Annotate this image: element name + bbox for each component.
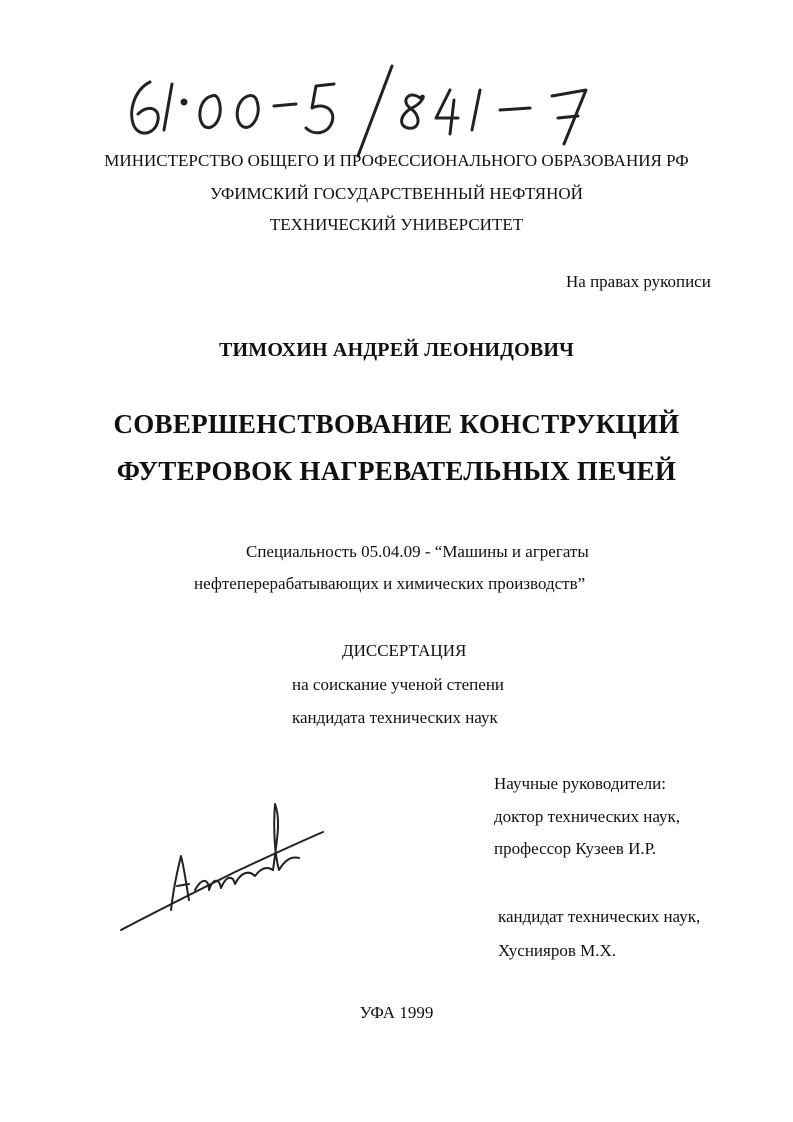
supervisor-2-degree: кандидат технических наук, [498, 907, 701, 926]
footer-city-year: УФА 1999 [359, 1003, 434, 1022]
author-signature [115, 800, 330, 935]
title-line-2: ФУТЕРОВОК НАГРЕВАТЕЛЬНЫХ ПЕЧЕЙ [116, 456, 677, 486]
dissertation-degree-line-1: на соискание ученой степени [292, 675, 505, 694]
specialty-line-2: нефтеперерабатывающих и химических производств” [194, 574, 586, 593]
supervisor-1-name: профессор Кузеев И.Р. [494, 839, 657, 858]
dissertation-label: ДИССЕРТАЦИЯ [342, 641, 467, 660]
ministry-line: МИНИСТЕРСТВО ОБЩЕГО И ПРОФЕССИОНАЛЬНОГО ОБРАЗОВАНИЯ РФ [104, 151, 689, 170]
supervisors-heading: Научные руководители: [494, 774, 666, 793]
rights-note: На правах рукописи [566, 272, 711, 291]
handwritten-stamp [120, 60, 620, 160]
university-line-2: ТЕХНИЧЕСКИЙ УНИВЕРСИТЕТ [269, 215, 524, 234]
university-line-1: УФИМСКИЙ ГОСУДАРСТВЕННЫЙ НЕФТЯНОЙ [210, 184, 583, 203]
supervisor-2-name: Хуснияров М.Х. [498, 941, 617, 960]
specialty-line-1: Специальность 05.04.09 - “Машины и агрегаты [246, 542, 589, 561]
dissertation-degree-line-2: кандидата технических наук [292, 708, 498, 727]
author-name: ТИМОХИН АНДРЕЙ ЛЕОНИДОВИЧ [219, 339, 574, 361]
title-line-1: СОВЕРШЕНСТВОВАНИЕ КОНСТРУКЦИЙ [113, 409, 680, 439]
supervisor-1-degree: доктор технических наук, [494, 807, 681, 826]
